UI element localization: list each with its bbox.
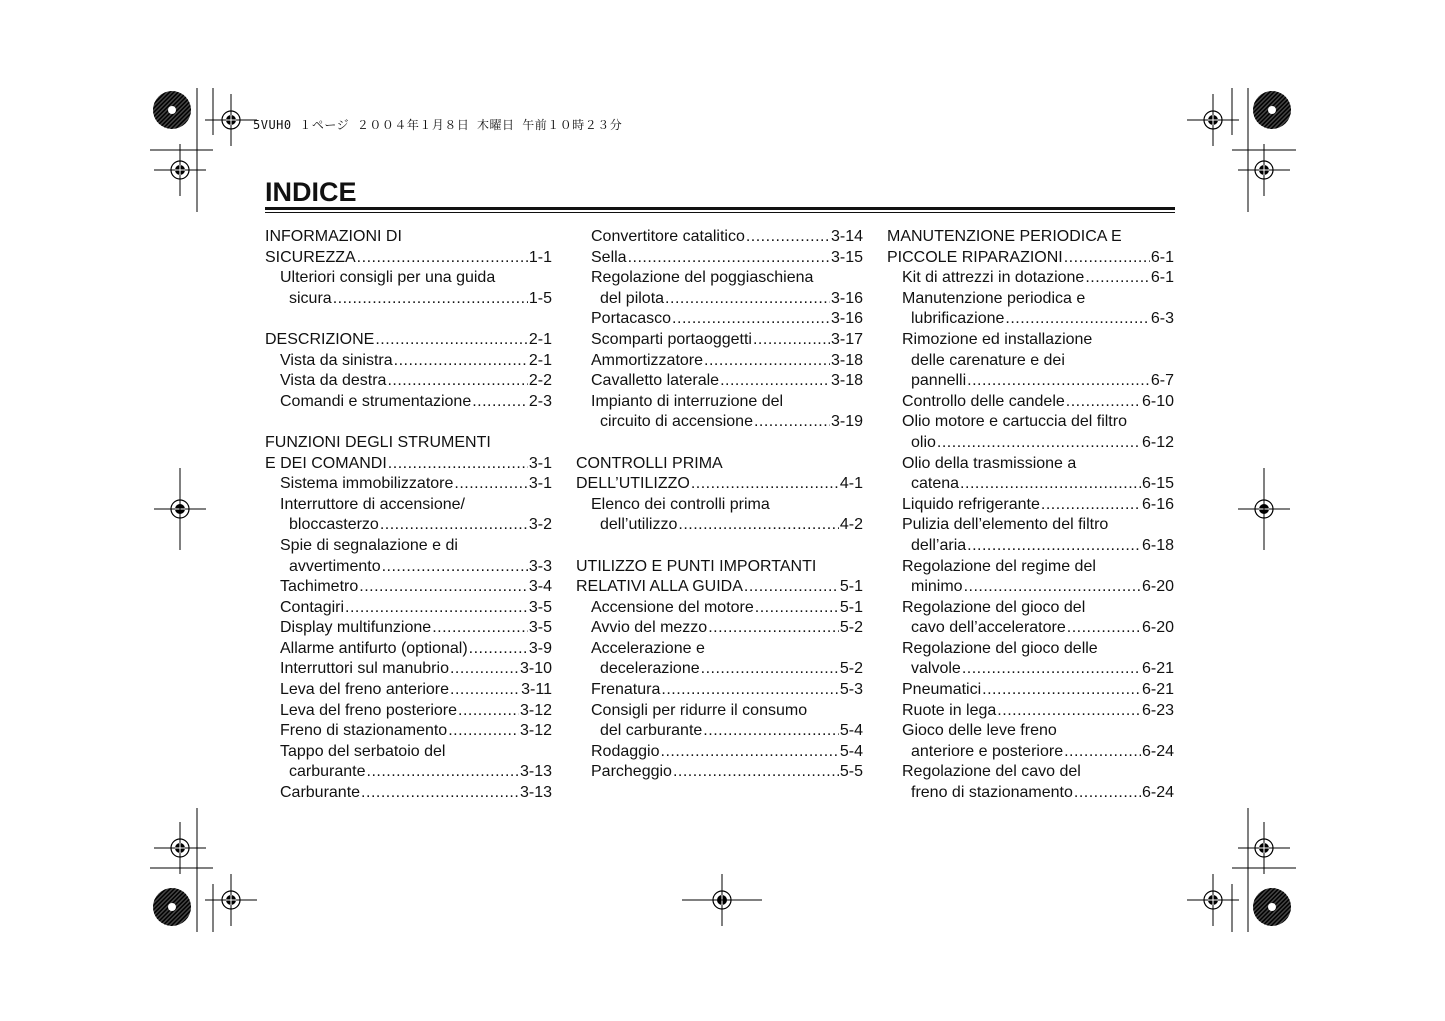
toc-entry-title: lubrificazione <box>911 310 1005 328</box>
toc-entry <box>887 371 1174 392</box>
toc-entry-text: Regolazione del gioco delle <box>902 639 1098 657</box>
dot-leader <box>1074 783 1141 804</box>
toc-page-number: 3-9 <box>528 639 552 657</box>
toc-entry <box>576 371 863 392</box>
toc-column-1 <box>265 227 552 804</box>
dot-leader <box>755 598 839 619</box>
toc-page-number: 3-13 <box>519 784 552 802</box>
toc-entry-text: MANUTENZIONE PERIODICA E <box>887 228 1122 245</box>
toc-entry-title: avvertimento <box>289 557 381 575</box>
toc-entry <box>576 330 863 351</box>
toc-entry-text: FUNZIONI DEGLI STRUMENTI <box>265 433 491 451</box>
toc-entry-title: SICUREZZA <box>265 248 356 266</box>
toc-page-number: 4-2 <box>839 516 863 534</box>
dot-leader <box>1064 248 1150 269</box>
toc-entry-title: Rodaggio <box>591 742 660 760</box>
toc-entry-text: Ulteriori consigli per una guida <box>280 269 496 287</box>
dot-leader <box>746 227 830 248</box>
toc-page-number: 6-10 <box>1141 392 1174 410</box>
toc-entry <box>265 289 552 310</box>
toc-entry <box>576 351 863 372</box>
toc-page-number: 3-14 <box>830 228 863 245</box>
toc-entry-title: Accensione del motore <box>591 598 754 616</box>
toc-entry-title: sicura <box>289 289 332 307</box>
toc-entry <box>887 618 1174 639</box>
toc-entry-title: minimo <box>911 578 963 596</box>
toc-entry <box>265 639 552 660</box>
toc-page-number: 6-24 <box>1141 742 1174 760</box>
toc-page-number: 6-24 <box>1141 784 1174 802</box>
dot-leader <box>754 412 830 433</box>
toc-entry <box>265 659 552 680</box>
dot-leader <box>960 474 1141 495</box>
toc-page-number: 6-21 <box>1141 660 1174 678</box>
toc-entry <box>576 721 863 742</box>
toc-entry-title: PICCOLE RIPARAZIONI <box>887 248 1063 266</box>
toc-entry-title: freno di stazionamento <box>911 784 1073 802</box>
toc-entry <box>265 515 552 536</box>
toc-entry <box>265 557 552 578</box>
toc-entry <box>887 577 1174 598</box>
toc-entry-title: Ruote in lega <box>902 701 997 719</box>
toc-entry-title: dell’aria <box>911 536 967 554</box>
dot-leader <box>744 577 839 598</box>
toc-entry-text: Spie di segnalazione e di <box>280 536 458 554</box>
toc-page-number: 6-1 <box>1150 248 1174 266</box>
dot-leader <box>367 762 519 783</box>
toc-page-number: 3-18 <box>830 372 863 390</box>
toc-page-number: 5-5 <box>839 763 863 781</box>
toc-entry-title: Allarme antifurto (optional) <box>280 639 468 657</box>
dot-leader <box>382 557 528 578</box>
toc-entry-title: Leva del freno posteriore <box>280 701 457 719</box>
toc-entry <box>265 454 552 475</box>
dot-leader <box>661 742 839 763</box>
toc-entry-text: Olio della trasmissione a <box>902 454 1077 472</box>
toc-entry <box>887 474 1174 495</box>
toc-entry-title: del carburante <box>600 722 703 740</box>
toc-page-number: 6-7 <box>1150 372 1174 390</box>
dot-leader <box>333 289 528 310</box>
toc-entry <box>265 680 552 701</box>
toc-entry-text: Consigli per ridurre il consumo <box>591 701 808 719</box>
toc-entry <box>576 227 863 248</box>
dot-leader <box>469 639 528 660</box>
toc-page-number: 5-3 <box>839 681 863 699</box>
dot-leader <box>1067 618 1141 639</box>
toc-entry <box>265 351 552 372</box>
dot-leader <box>458 701 519 722</box>
toc-spacer <box>265 309 552 330</box>
dot-leader <box>357 248 528 269</box>
toc-entry-title: RELATIVI ALLA GUIDA <box>576 578 743 596</box>
toc-entry <box>887 536 1174 557</box>
toc-entry-text: Manutenzione periodica e <box>902 289 1086 307</box>
toc-entry <box>576 577 863 598</box>
dot-leader <box>394 351 528 372</box>
toc-entry <box>265 598 552 619</box>
toc-entry-title: valvole <box>911 660 961 678</box>
toc-page-number: 3-1 <box>528 454 552 472</box>
toc-entry-text: Regolazione del gioco del <box>902 598 1086 616</box>
dot-leader <box>388 454 528 475</box>
dot-leader <box>701 659 839 680</box>
toc-page-number: 6-12 <box>1141 433 1174 451</box>
dot-leader <box>448 721 519 742</box>
toc-page-number: 5-1 <box>839 598 863 616</box>
toc-entry-title: Portacasco <box>591 310 672 328</box>
dot-leader <box>962 659 1141 680</box>
toc-spacer <box>576 433 863 454</box>
toc-page-number: 4-1 <box>839 475 863 493</box>
toc-spacer <box>576 536 863 557</box>
toc-entry <box>576 680 863 701</box>
toc-page-number: 3-16 <box>830 310 863 328</box>
dot-leader <box>967 536 1141 557</box>
title-rule-thick <box>265 207 1175 210</box>
dot-leader <box>1066 392 1141 413</box>
dot-leader <box>673 762 839 783</box>
toc-entry-title: dell’utilizzo <box>600 516 678 534</box>
dot-leader <box>375 330 528 351</box>
toc-page-number: 6-21 <box>1141 681 1174 699</box>
toc-entry-title: anteriore e posteriore <box>911 742 1064 760</box>
toc-page-number: 3-2 <box>528 516 552 534</box>
dot-leader <box>432 618 528 639</box>
toc-entry-text: Gioco delle leve freno <box>902 722 1057 740</box>
dot-leader <box>703 721 839 742</box>
toc-entry-title: Contagiri <box>280 598 345 616</box>
toc-page-number: 3-17 <box>830 330 863 348</box>
toc-page-number: 3-12 <box>519 701 552 719</box>
dot-leader <box>387 371 527 392</box>
toc-spacer <box>265 412 552 433</box>
toc-entry <box>887 701 1174 722</box>
dot-leader <box>982 680 1141 701</box>
toc-entry-title: Liquido refrigerante <box>902 495 1040 513</box>
toc-page-number: 6-23 <box>1141 701 1174 719</box>
dot-leader <box>704 351 830 372</box>
toc-entry-text: Elenco dei controlli prima <box>591 495 770 513</box>
toc-entry-title: Convertitore catalitico <box>591 228 745 245</box>
dot-leader <box>1005 309 1149 330</box>
toc-entry <box>887 783 1174 804</box>
toc-page-number: 5-2 <box>839 660 863 678</box>
toc-entry-title: bloccasterzo <box>289 516 379 534</box>
toc-entry-title: Parcheggio <box>591 763 672 781</box>
dot-leader <box>997 701 1141 722</box>
toc-entry-title: Leva del freno anteriore <box>280 681 449 699</box>
toc-entry-title: DESCRIZIONE <box>265 330 375 348</box>
toc-entry <box>887 680 1174 701</box>
toc-entry-title: circuito di accensione <box>600 413 753 431</box>
toc-entry <box>576 248 863 269</box>
toc-entry <box>265 371 552 392</box>
toc-entry-title: DELL’UTILIZZO <box>576 475 690 493</box>
dot-leader <box>472 392 528 413</box>
toc-entry <box>576 474 863 495</box>
toc-page-number: 3-11 <box>521 681 552 699</box>
toc-page-number: 3-15 <box>830 248 863 266</box>
toc-entry <box>576 412 863 433</box>
toc-entry-title: decelerazione <box>600 660 700 678</box>
toc-entry <box>265 618 552 639</box>
toc-page-number: 6-20 <box>1141 578 1174 596</box>
toc-entry-title: Pneumatici <box>902 681 982 699</box>
dot-leader <box>665 289 830 310</box>
dot-leader <box>672 309 830 330</box>
toc-page-number: 5-4 <box>839 722 863 740</box>
toc-entry <box>265 474 552 495</box>
toc-entry-text: Regolazione del poggiaschiena <box>591 269 814 287</box>
toc-entry <box>576 515 863 536</box>
toc-page-number: 2-1 <box>528 351 552 369</box>
dot-leader <box>661 680 839 701</box>
toc-entry-title: Kit di attrezzi in dotazione <box>902 269 1085 287</box>
toc-entry-text: INFORMAZIONI DI <box>265 228 402 245</box>
toc-entry <box>576 598 863 619</box>
toc-page-number: 3-5 <box>528 598 552 616</box>
toc-entry <box>887 433 1174 454</box>
toc-page-number: 5-1 <box>839 578 863 596</box>
toc-column-3 <box>887 227 1174 804</box>
toc-entry-title: Frenatura <box>591 681 661 699</box>
toc-page-number: 5-4 <box>839 742 863 760</box>
toc-entry-title: Interruttori sul manubrio <box>280 660 449 678</box>
toc-page-number: 3-16 <box>830 289 863 307</box>
toc-entry-title: Scomparti portaoggetti <box>591 330 752 348</box>
toc-entry-title: Sella <box>591 248 627 266</box>
dot-leader <box>1064 742 1141 763</box>
toc-page-number: 3-3 <box>528 557 552 575</box>
toc-page-number: 1-5 <box>528 289 552 307</box>
dot-leader <box>720 371 830 392</box>
dot-leader <box>359 577 528 598</box>
title-rule-thin <box>265 212 1175 213</box>
toc-page-number: 3-5 <box>528 619 552 637</box>
toc-entry-text: CONTROLLI PRIMA <box>576 454 723 472</box>
dot-leader <box>345 598 528 619</box>
dot-leader <box>967 371 1150 392</box>
toc-page-number: 3-18 <box>830 351 863 369</box>
dot-leader <box>937 433 1141 454</box>
toc-page-number: 6-15 <box>1141 475 1174 493</box>
toc-entry-text: Regolazione del cavo del <box>902 763 1081 781</box>
toc-page-number: 2-1 <box>528 330 552 348</box>
toc-page-number: 3-4 <box>528 578 552 596</box>
toc-page-number: 2-2 <box>528 372 552 390</box>
toc-entry <box>576 618 863 639</box>
toc-entry-title: Comandi e strumentazione <box>280 392 472 410</box>
toc-page-number: 3-12 <box>519 722 552 740</box>
toc-entry-text: Rimozione ed installazione <box>902 330 1093 348</box>
toc-entry-text: Impianto di interruzione del <box>591 392 784 410</box>
page-title: INDICE <box>265 177 357 207</box>
toc-entry <box>887 309 1174 330</box>
toc-page-number: 6-3 <box>1150 310 1174 328</box>
toc-page-number: 6-20 <box>1141 619 1174 637</box>
toc-entry-title: olio <box>911 433 936 451</box>
starburst-mark-top-left <box>153 91 191 129</box>
toc-page-number: 2-3 <box>528 392 552 410</box>
dot-leader <box>628 248 830 269</box>
toc-entry-title: Avvio del mezzo <box>591 619 708 637</box>
toc-entry-title: Vista da sinistra <box>280 351 393 369</box>
toc-entry-text: Tappo del serbatoio del <box>280 742 446 760</box>
toc-page-number: 3-1 <box>528 475 552 493</box>
toc-entry <box>265 783 552 804</box>
dot-leader <box>1041 495 1141 516</box>
print-header-stamp: 5VUH0 １ページ ２００４年１月８日 木曜日 午前１０時２３分 <box>253 118 623 132</box>
toc-entry-text: Olio motore e cartuccia del filtro <box>902 413 1127 431</box>
toc-entry-title: Display multifunzione <box>280 619 432 637</box>
toc-entry <box>576 742 863 763</box>
toc-entry-title: cavo dell’acceleratore <box>911 619 1066 637</box>
toc-entry-text: delle carenature e dei <box>911 351 1065 369</box>
toc-entry <box>265 248 552 269</box>
toc-entry-title: del pilota <box>600 289 665 307</box>
toc-entry <box>265 701 552 722</box>
toc-page-number: 6-18 <box>1141 536 1174 554</box>
toc-entry <box>576 309 863 330</box>
dot-leader <box>753 330 830 351</box>
toc-entry-title: Freno di stazionamento <box>280 722 448 740</box>
dot-leader <box>708 618 839 639</box>
toc-page-number: 3-19 <box>830 413 863 431</box>
toc-entry-title: Cavalletto laterale <box>591 372 720 390</box>
toc-entry <box>887 248 1174 269</box>
toc-entry-title: Vista da destra <box>280 372 387 390</box>
toc-entry <box>887 495 1174 516</box>
toc-entry <box>265 762 552 783</box>
toc-entry-text: Interruttore di accensione/ <box>280 495 465 513</box>
toc-page-number: 3-10 <box>519 660 552 678</box>
toc-entry <box>265 721 552 742</box>
toc-page-number: 1-1 <box>528 248 552 266</box>
dot-leader <box>964 577 1141 598</box>
dot-leader <box>691 474 839 495</box>
toc-entry <box>887 659 1174 680</box>
toc-entry <box>265 392 552 413</box>
toc-entry-title: E DEI COMANDI <box>265 454 387 472</box>
dot-leader <box>361 783 519 804</box>
dot-leader <box>450 659 519 680</box>
toc-entry-title: Ammortizzatore <box>591 351 704 369</box>
toc-entry-title: Controllo delle candele <box>902 392 1065 410</box>
toc-entry-title: Carburante <box>280 784 361 802</box>
toc-entry-title: Tachimetro <box>280 578 359 596</box>
dot-leader <box>678 515 839 536</box>
toc-entry-text: Regolazione del regime del <box>902 557 1096 575</box>
dot-leader <box>380 515 528 536</box>
toc-page-number: 6-16 <box>1141 495 1174 513</box>
toc-entry <box>576 289 863 310</box>
toc-entry <box>265 577 552 598</box>
toc-page-number: 5-2 <box>839 619 863 637</box>
toc-column-2 <box>576 227 863 783</box>
dot-leader <box>450 680 520 701</box>
toc-entry-title: Sistema immobilizzatore <box>280 475 454 493</box>
toc-entry-title: pannelli <box>911 372 967 390</box>
toc-entry <box>887 268 1174 289</box>
toc-entry-title: carburante <box>289 763 366 781</box>
toc-entry-text: Accelerazione e <box>591 639 705 657</box>
toc-page-number: 6-1 <box>1150 269 1174 287</box>
dot-leader <box>1085 268 1150 289</box>
toc-entry <box>576 762 863 783</box>
toc-page-number: 3-13 <box>519 763 552 781</box>
dot-leader <box>454 474 527 495</box>
toc-entry <box>887 742 1174 763</box>
toc-entry-text: Pulizia dell’elemento del filtro <box>902 516 1109 534</box>
toc-entry-text: UTILIZZO E PUNTI IMPORTANTI <box>576 557 817 575</box>
toc-entry <box>887 392 1174 413</box>
toc-entry <box>576 659 863 680</box>
toc-entry-title: catena <box>911 475 960 493</box>
toc-entry <box>265 330 552 351</box>
